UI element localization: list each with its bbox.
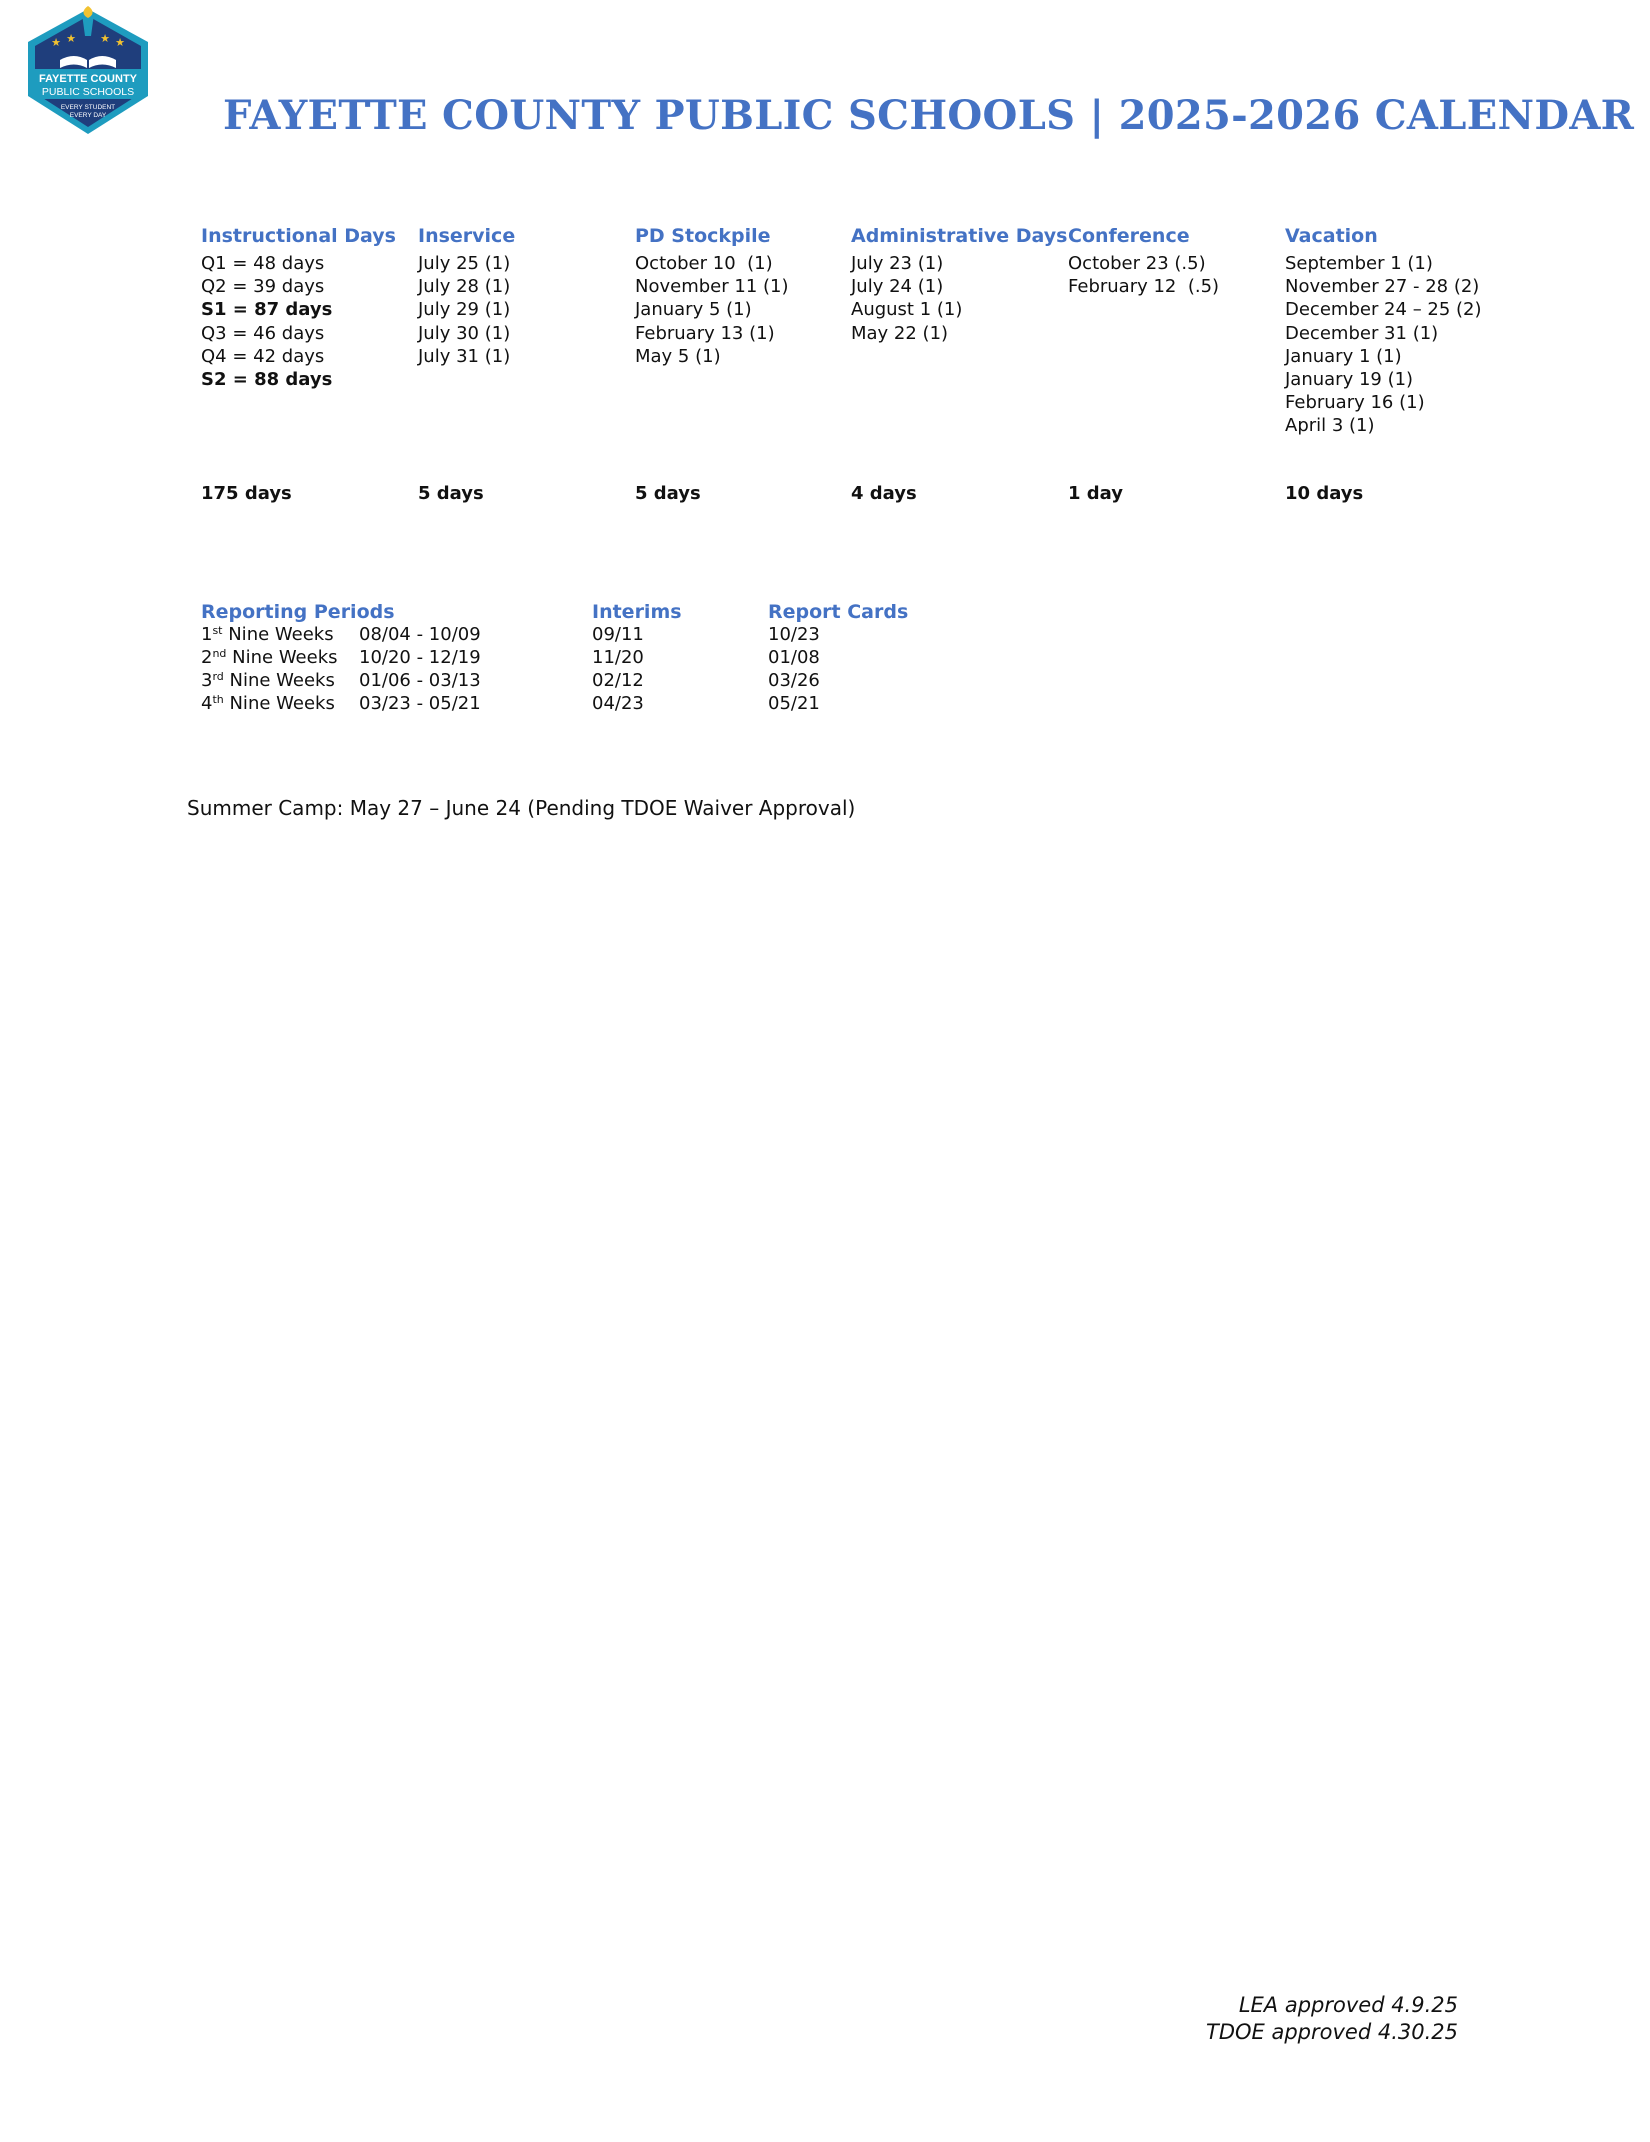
report-card-date: 01/08 <box>768 647 820 668</box>
list-item: November 27 - 28 (2) <box>1285 276 1480 298</box>
list-item: July 23 (1) <box>851 253 944 274</box>
interim-date: 09/11 <box>592 624 644 645</box>
reporting-row <box>201 692 1101 715</box>
list-item: February 16 (1) <box>1285 392 1425 414</box>
ordinal-suffix: th <box>212 693 224 706</box>
list-item: July 29 (1) <box>418 299 511 321</box>
list-item: July 25 (1) <box>418 253 511 274</box>
report-card-date: 03/26 <box>768 670 820 691</box>
list-item: December 31 (1) <box>1285 322 1439 344</box>
reporting-row <box>201 669 1101 692</box>
column-heading: Instructional Days <box>201 225 396 247</box>
column-heading: PD Stockpile <box>635 225 771 247</box>
logo-name-line2: PUBLIC SCHOOLS <box>41 86 135 98</box>
period-name: Nine Weeks <box>223 693 335 714</box>
list-item: Q3 = 46 days <box>201 322 325 344</box>
column-heading: Conference <box>1068 225 1190 247</box>
list-item: Q4 = 42 days <box>201 345 325 367</box>
administrative-days-total: 4 days <box>851 483 917 504</box>
list-item: S2 = 88 days <box>201 369 333 391</box>
list-item: Q2 = 39 days <box>201 276 325 298</box>
interim-date: 02/12 <box>592 670 644 691</box>
inservice-column <box>418 224 628 368</box>
logo-motto-line1: EVERY STUDENT <box>60 104 116 111</box>
period-range: 08/04 - 10/09 <box>359 624 481 645</box>
list-item: July 31 (1) <box>418 345 511 367</box>
period-number: 2 <box>201 647 213 668</box>
list-item: July 28 (1) <box>418 276 511 298</box>
period-label <box>201 646 338 669</box>
summer-camp-note: Summer Camp: May 27 – June 24 (Pending TDOE Waiver Approval) <box>187 796 856 820</box>
list-item: Q1 = 48 days <box>201 253 325 274</box>
lea-approval: LEA approved 4.9.25 <box>1238 1993 1458 2017</box>
period-label <box>201 623 334 646</box>
administrative-days-column <box>851 224 1068 345</box>
district-logo <box>20 6 156 138</box>
star-icon: ★ <box>115 36 125 49</box>
conference-column <box>1068 224 1278 298</box>
star-icon: ★ <box>66 32 76 45</box>
list-item: May 22 (1) <box>851 322 949 344</box>
list-item: November 11 (1) <box>635 276 789 298</box>
report-cards-heading: Report Cards <box>768 601 909 623</box>
vacation-column <box>1285 224 1495 438</box>
reporting-row <box>201 646 1101 669</box>
list-item: July 24 (1) <box>851 276 944 298</box>
list-item: August 1 (1) <box>851 299 963 321</box>
period-name: Nine Weeks <box>222 624 334 645</box>
period-name: Nine Weeks <box>226 647 338 668</box>
pd-stockpile-total: 5 days <box>635 483 701 504</box>
list-item: S1 = 87 days <box>201 299 333 321</box>
interims-heading: Interims <box>592 601 682 623</box>
logo-motto-line2: EVERY DAY <box>69 112 107 119</box>
list-item: January 5 (1) <box>635 299 752 321</box>
period-range: 10/20 - 12/19 <box>359 647 481 668</box>
period-range: 01/06 - 03/13 <box>359 670 481 691</box>
column-heading: Vacation <box>1285 225 1378 247</box>
ordinal-suffix: st <box>212 624 223 637</box>
list-item: January 19 (1) <box>1285 369 1414 391</box>
approval-notes <box>1206 1992 1458 2046</box>
ordinal-suffix: nd <box>212 647 227 660</box>
interim-date: 04/23 <box>592 693 644 714</box>
list-item: October 10 (1) <box>635 253 773 274</box>
period-range: 03/23 - 05/21 <box>359 693 481 714</box>
star-icon: ★ <box>100 32 110 45</box>
period-number: 3 <box>201 670 213 691</box>
reporting-periods-heading: Reporting Periods <box>201 601 395 623</box>
list-item: January 1 (1) <box>1285 345 1402 367</box>
ordinal-suffix: rd <box>212 670 224 683</box>
instructional-days-total: 175 days <box>201 483 292 504</box>
report-card-date: 10/23 <box>768 624 820 645</box>
page-title: FAYETTE COUNTY PUBLIC SCHOOLS | 2025-2026 CALENDAR <box>223 92 1635 139</box>
list-item: February 12 (.5) <box>1068 276 1220 298</box>
list-item: September 1 (1) <box>1285 253 1433 274</box>
list-item: October 23 (.5) <box>1068 253 1206 274</box>
instructional-days-column <box>201 224 411 391</box>
period-name: Nine Weeks <box>223 670 335 691</box>
list-item: April 3 (1) <box>1285 415 1375 437</box>
period-label <box>201 669 335 692</box>
column-heading: Administrative Days <box>851 225 1068 247</box>
report-card-date: 05/21 <box>768 693 820 714</box>
column-heading: Inservice <box>418 225 516 247</box>
pd-stockpile-column <box>635 224 845 368</box>
list-item: December 24 – 25 (2) <box>1285 299 1482 321</box>
logo-name-line1: FAYETTE COUNTY <box>39 73 137 85</box>
star-icon: ★ <box>51 36 61 49</box>
reporting-row <box>201 623 1101 646</box>
inservice-total: 5 days <box>418 483 484 504</box>
tdoe-approval: TDOE approved 4.30.25 <box>1206 2020 1458 2044</box>
period-number: 4 <box>201 693 213 714</box>
list-item: February 13 (1) <box>635 322 775 344</box>
conference-total: 1 day <box>1068 483 1124 504</box>
period-number: 1 <box>201 624 213 645</box>
list-item: July 30 (1) <box>418 322 511 344</box>
vacation-total: 10 days <box>1285 483 1364 504</box>
interim-date: 11/20 <box>592 647 644 668</box>
period-label <box>201 692 335 715</box>
list-item: May 5 (1) <box>635 345 721 367</box>
